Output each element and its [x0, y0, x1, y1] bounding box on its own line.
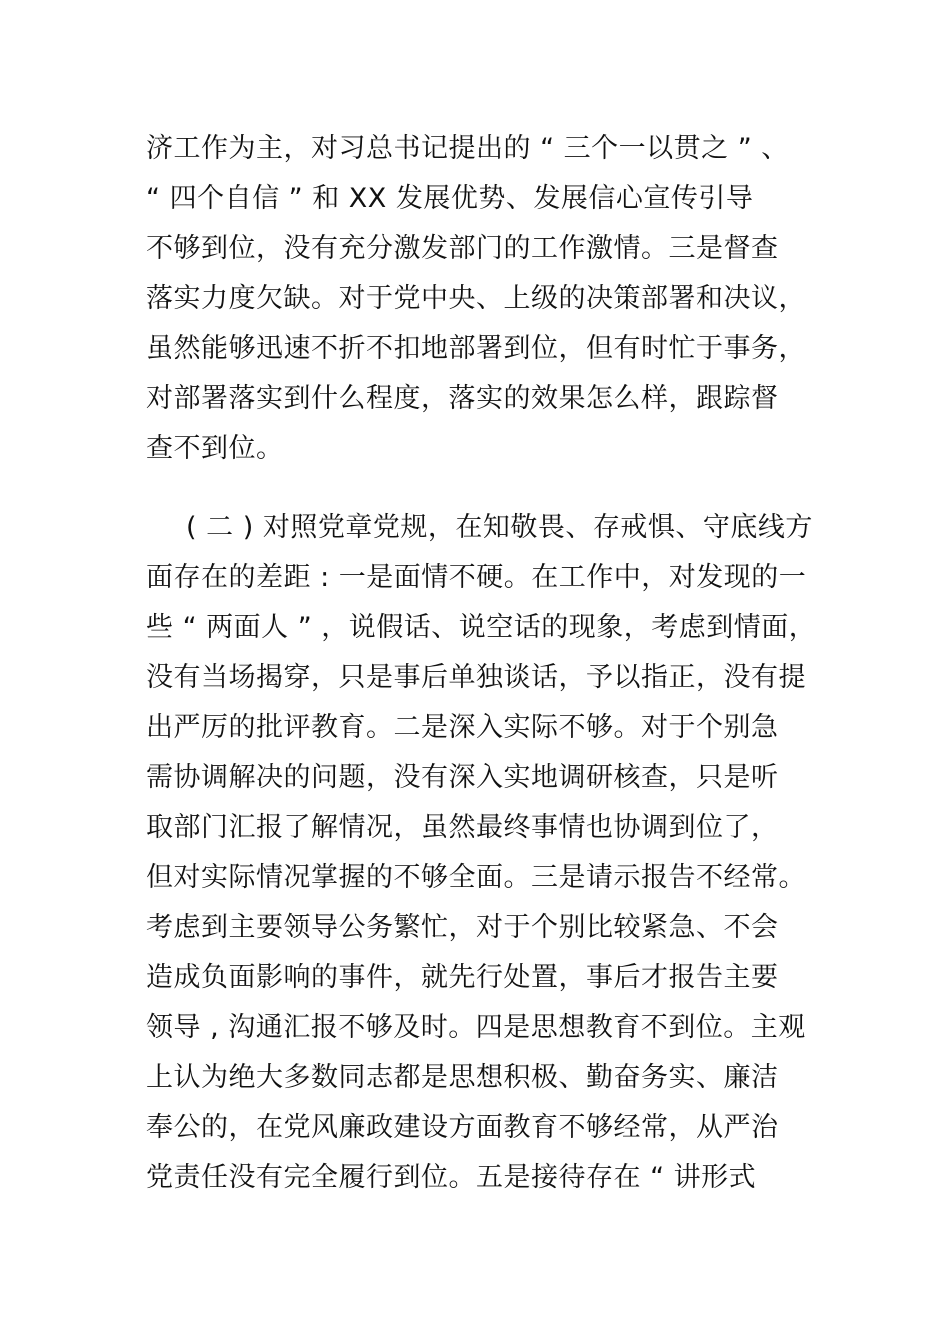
- text-line: 考虑到主要领导公务繁忙，对于个别比较紧急、不会: [146, 912, 779, 943]
- text-line: 上认为绝大多数同志都是思想积极、勤奋务实、廉洁: [146, 1062, 779, 1093]
- text-line: 需协调解决的问题，没有深入实地调研核查，只是听: [146, 762, 779, 793]
- text-line: 党责任没有完全履行到位。五是接待存在 “ 讲形式: [146, 1162, 757, 1193]
- text-line: 没有当场揭穿，只是事后单独谈话，予以指正，没有提: [146, 662, 806, 693]
- text-line: 领导 , 沟通汇报不够及时。四是思想教育不到位。主观: [146, 1012, 806, 1043]
- text-line: 落实力度欠缺。对于党中央、上级的决策部署和决议，: [146, 283, 806, 314]
- text-line: 取部门汇报了解情况，虽然最终事情也协调到位了，: [146, 812, 779, 843]
- text-line: “ 四个自信 ” 和 XX 发展优势、发展信心宣传引导: [146, 183, 754, 214]
- text-line: 面存在的差距 : 一是面情不硬。在工作中，对发现的一: [146, 562, 807, 593]
- text-line: 但对实际情况掌握的不够全面。三是请示报告不经常。: [146, 862, 806, 893]
- text-line: 奉公的，在党风廉政建设方面教育不够经常，从严治: [146, 1112, 779, 1143]
- text-line: 虽然能够迅速不折不扣地部署到位，但有时忙于事务，: [146, 333, 806, 364]
- text-line: 济工作为主，对习总书记提出的 “ 三个一以贯之 ” 、: [146, 133, 789, 164]
- text-line: 对部署落实到什么程度，落实的效果怎么样，跟踪督: [146, 383, 779, 414]
- text-line: 出严厉的批评教育。二是深入实际不够。对于个别急: [146, 712, 779, 743]
- text-line: 些 “ 两面人 ” ，说假话、说空话的现象，考虑到情面，: [146, 612, 817, 643]
- text-line: 不够到位，没有充分激发部门的工作激情。三是督查: [146, 233, 779, 264]
- paragraph-heading-line: ( 二 ) 对照党章党规，在知敬畏、存戒惧、守底线方: [186, 512, 813, 543]
- text-line: 查不到位。: [146, 433, 284, 464]
- text-line: 造成负面影响的事件，就先行处置，事后才报告主要: [146, 962, 779, 993]
